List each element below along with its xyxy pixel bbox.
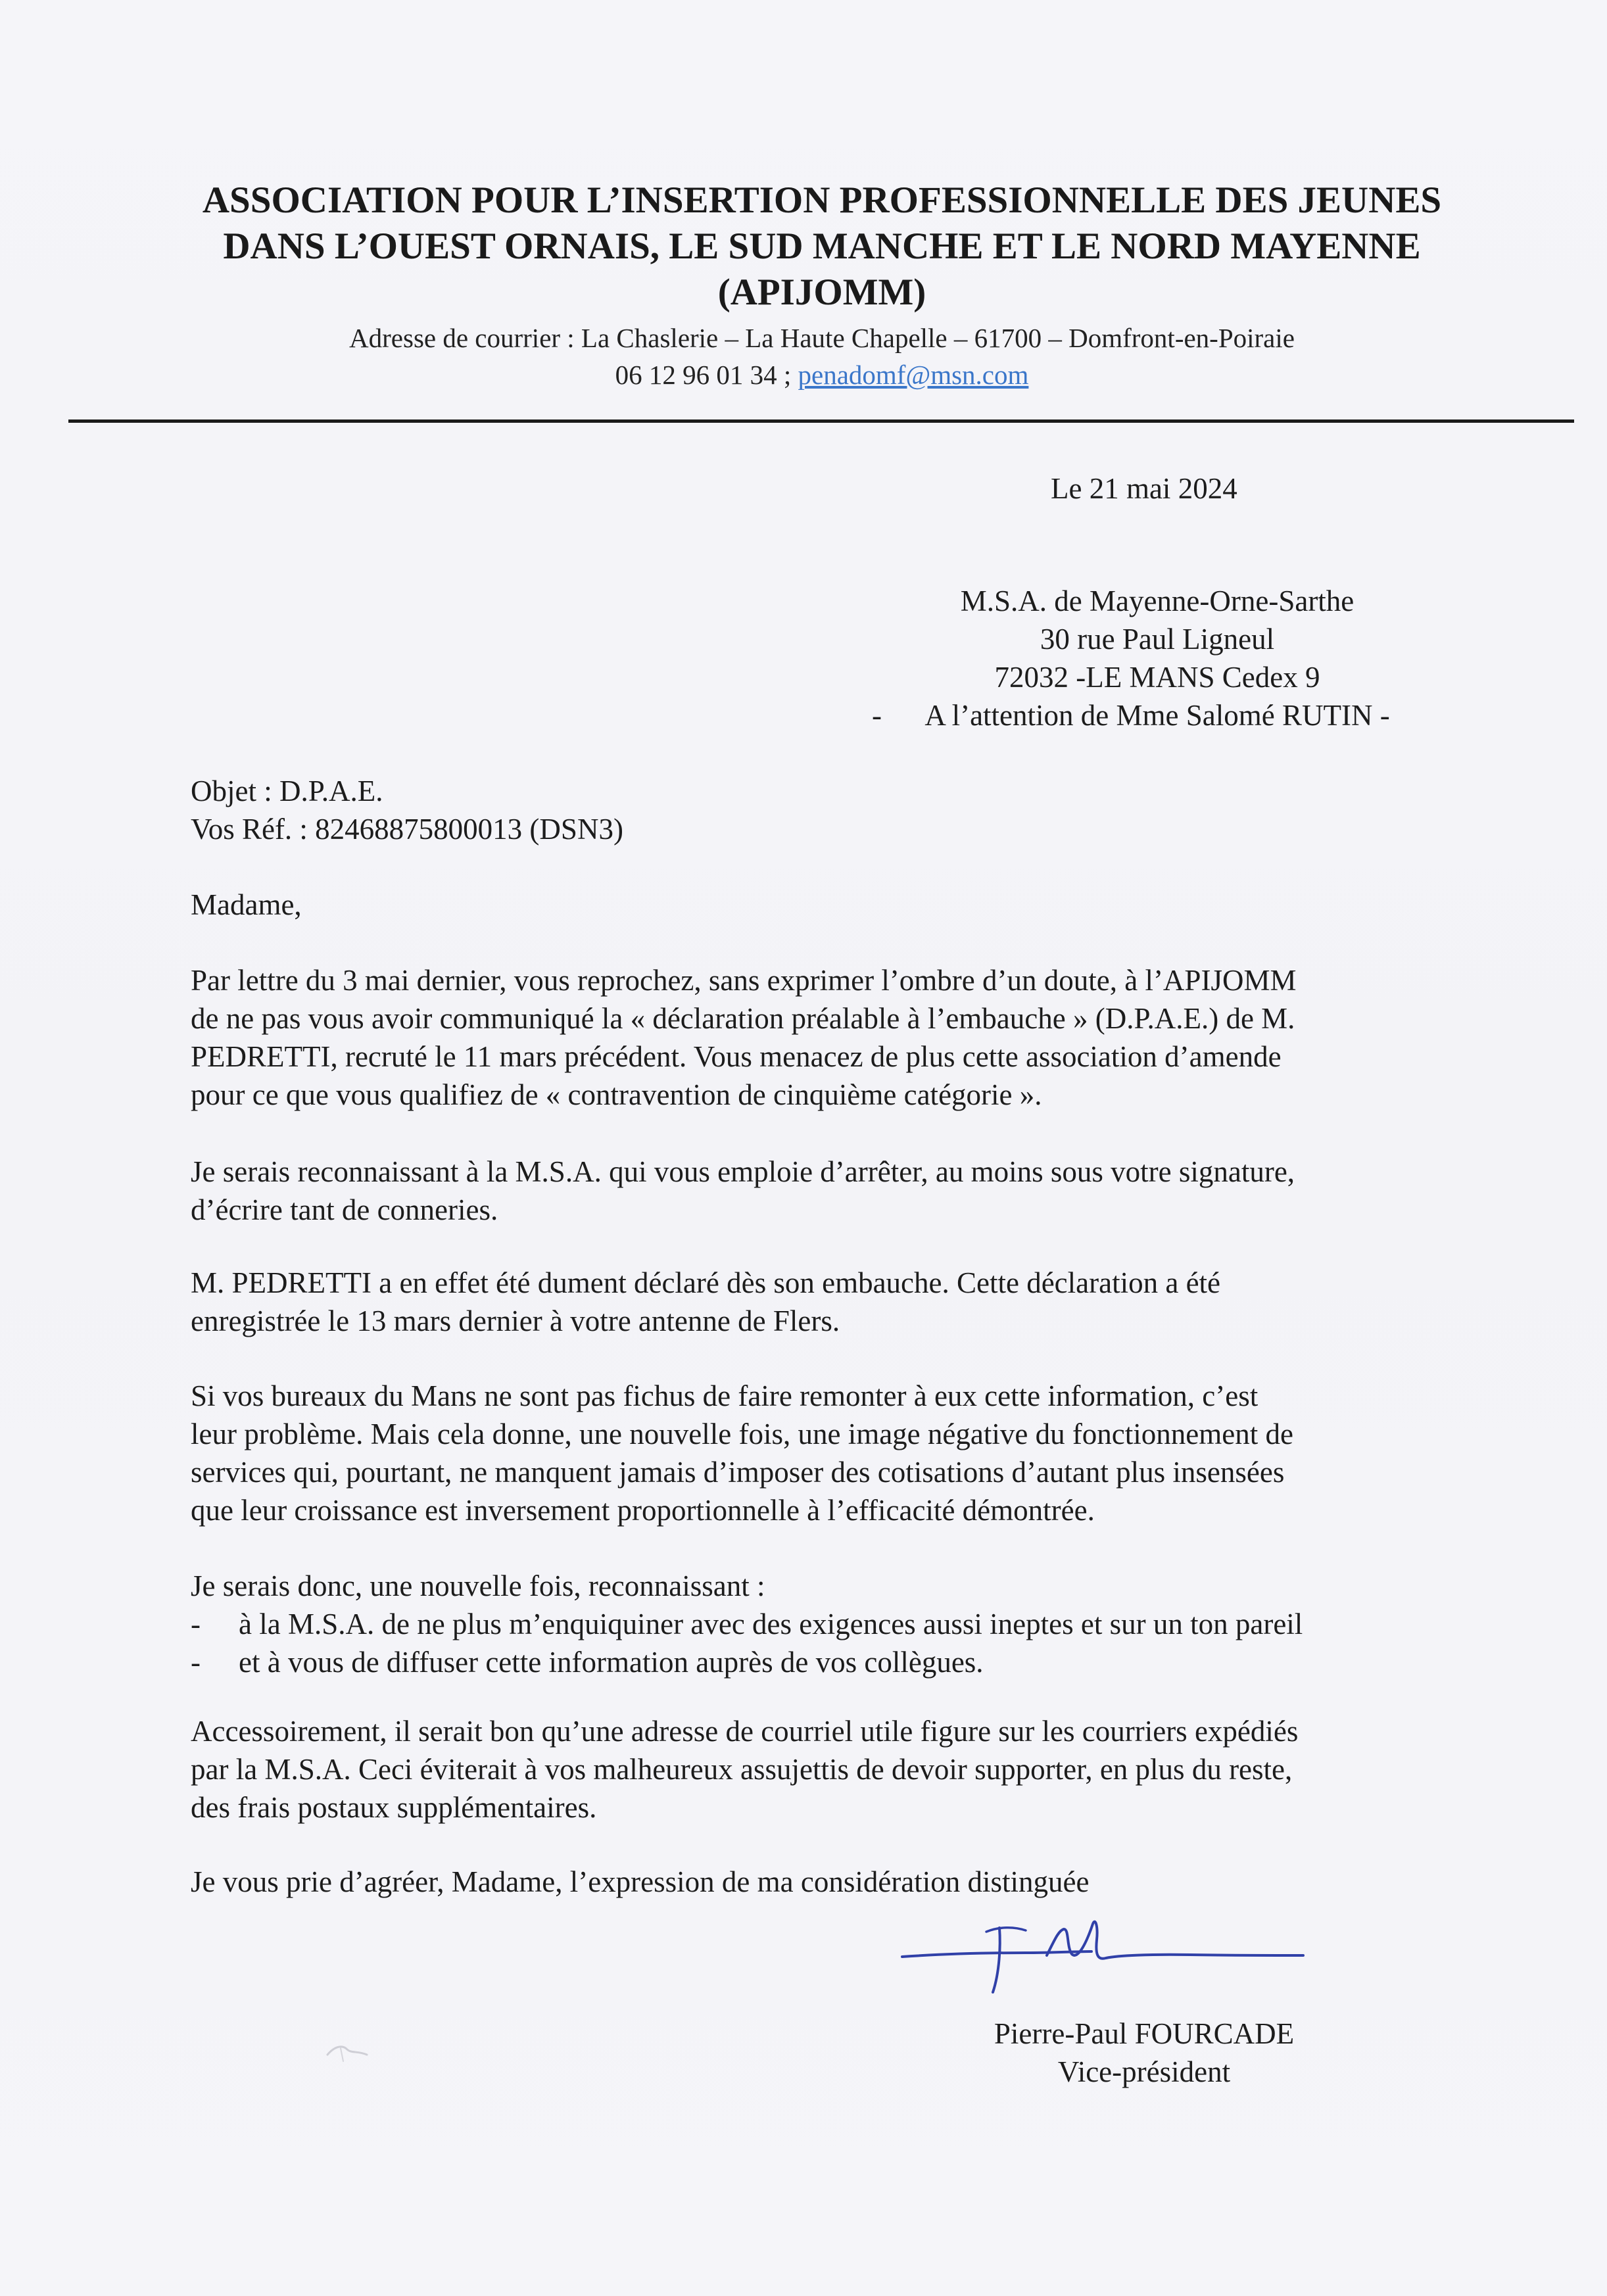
- organization-name-line-2: DANS L’OUEST ORNAIS, LE SUD MANCHE ET LE NORD MAYENNE: [223, 226, 1421, 267]
- paragraph-1-line: PEDRETTI, recruté le 11 mars précédent. Vous menacez de plus cette association d’amende: [191, 1040, 1282, 1073]
- paragraph-4-line: que leur croissance est inversement proportionnelle à l’efficacité démontrée.: [191, 1494, 1095, 1527]
- closing-text: Je vous prie d’agréer, Madame, l’expression de ma considération distinguée: [191, 1865, 1090, 1898]
- paragraph-3: [191, 1264, 1440, 1340]
- email-link[interactable]: penadomf@msn.com: [798, 360, 1029, 390]
- recipient-line-3: 72032 -LE MANS Cedex 9: [994, 661, 1320, 694]
- contact-line: [99, 356, 1545, 393]
- list-item: [191, 1643, 1440, 1681]
- recipient-line-2: 30 rue Paul Ligneul: [1040, 623, 1275, 656]
- paragraph-4-line: services qui, pourtant, ne manquent jamais d’imposer des cotisations d’autant plus insensées: [191, 1456, 1285, 1489]
- paragraph-4-line: leur problème. Mais cela donne, une nouvelle fois, une image négative du fonctionnement de: [191, 1418, 1293, 1450]
- paragraph-4: [191, 1377, 1440, 1529]
- paragraph-6-line: par la M.S.A. Ceci éviterait à vos malheureux assujettis de devoir supporter, en plus du reste,: [191, 1753, 1293, 1786]
- paragraph-6: [191, 1712, 1440, 1827]
- attention-dash: -: [872, 699, 882, 732]
- salutation-text: Madame,: [191, 888, 302, 921]
- letterhead: [99, 178, 1545, 393]
- paragraph-2-line: d’écrire tant de conneries.: [191, 1193, 498, 1226]
- paragraph-1-line: pour ce que vous qualifiez de « contravention de cinquième catégorie ».: [191, 1078, 1042, 1111]
- list-item-text: à la M.S.A. de ne plus m’enquiquiner avec des exigences aussi ineptes et sur un ton pareil: [239, 1608, 1303, 1640]
- header-divider: [68, 419, 1574, 423]
- handwritten-signature: [901, 1900, 1308, 1999]
- paragraph-4-line: Si vos bureaux du Mans ne sont pas fichus de faire remonter à eux cette information, c’est: [191, 1379, 1259, 1412]
- subject-reference: Vos Réf. : 82468875800013 (DSN3): [191, 813, 623, 846]
- recipient-address: [855, 582, 1460, 734]
- bullet-dash: -: [191, 1646, 201, 1679]
- paragraph-2: [191, 1153, 1440, 1229]
- letter-date: Le 21 mai 2024: [1051, 472, 1237, 505]
- paragraph-2-line: Je serais reconnaissant à la M.S.A. qui vous emploie d’arrêter, au moins sous votre signature,: [191, 1155, 1295, 1188]
- organization-acronym: (APIJOMM): [717, 272, 926, 313]
- list-item-text: et à vous de diffuser cette information auprès de vos collègues.: [239, 1646, 984, 1679]
- paragraph-5: [191, 1567, 1440, 1681]
- recipient-line-1: M.S.A. de Mayenne-Orne-Sarthe: [960, 585, 1355, 617]
- paragraph-1-line: Par lettre du 3 mai dernier, vous reprochez, sans exprimer l’ombre d’un doute, à l’APIJOMM: [191, 964, 1297, 997]
- signer-name: Pierre-Paul FOURCADE: [994, 2017, 1295, 2050]
- closing: [191, 1863, 1440, 1901]
- paragraph-6-line: Accessoirement, il serait bon qu’une adresse de courriel utile figure sur les courriers expédiés: [191, 1715, 1299, 1748]
- salutation: [191, 886, 1440, 924]
- paragraph-5-intro: Je serais donc, une nouvelle fois, reconnaissant :: [191, 1569, 765, 1602]
- phone-number: 06 12 96 01 34 ;: [615, 360, 792, 390]
- paragraph-3-line: M. PEDRETTI a en effet été dument déclaré dès son embauche. Cette déclaration a été: [191, 1266, 1221, 1299]
- paragraph-6-line: des frais postaux supplémentaires.: [191, 1791, 597, 1824]
- paragraph-1: [191, 961, 1440, 1114]
- subject-block: [191, 772, 1440, 848]
- mailing-address: Adresse de courrier : La Chaslerie – La Haute Chapelle – 61700 – Domfront-en-Poiraie: [349, 323, 1295, 353]
- recipient-attention: [855, 696, 1460, 734]
- attention-text: A l’attention de Mme Salomé RUTIN -: [924, 699, 1390, 732]
- paper-smudge: [321, 2035, 380, 2068]
- organization-name: [99, 178, 1545, 316]
- signer-title: Vice-président: [1057, 2055, 1231, 2088]
- paragraph-3-line: enregistrée le 13 mars dernier à votre antenne de Flers.: [191, 1304, 840, 1337]
- paragraph-1-line: de ne pas vous avoir communiqué la « déclaration préalable à l’embauche » (D.P.A.E.) de M.: [191, 1002, 1295, 1035]
- bullet-dash: -: [191, 1608, 201, 1640]
- organization-name-line-1: ASSOCIATION POUR L’INSERTION PROFESSIONNELLE DES JEUNES: [202, 179, 1442, 221]
- signer-block: [855, 2015, 1433, 2091]
- subject-objet: Objet : D.P.A.E.: [191, 775, 383, 807]
- list-item: [191, 1605, 1440, 1643]
